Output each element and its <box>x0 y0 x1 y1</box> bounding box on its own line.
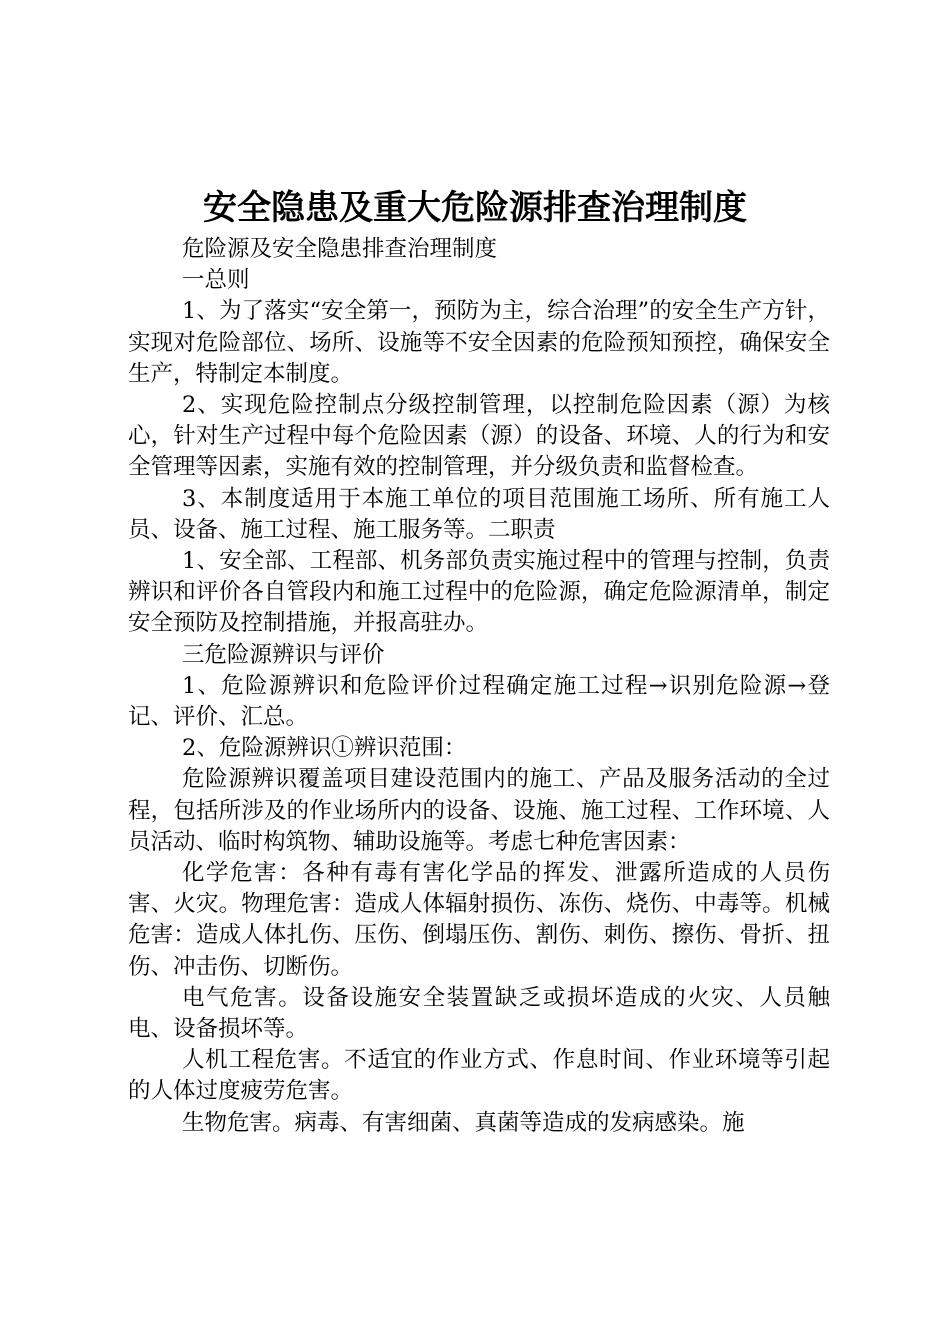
paragraph: 1、安全部、工程部、机务部负责实施过程中的管理与控制，负责辨识和评价各自管段内和施工过程中的危险源，确定危险源清单，制定安全预防及控制措施，并报高驻办。 <box>128 548 830 637</box>
document-title: 安全隐患及重大危险源排查治理制度 <box>203 188 747 228</box>
paragraph: 1、为了落实“安全第一，预防为主，综合治理”的安全生产方针，实现对危险部位、场所、设施等不安全因素的危险预知预控，确保安全生产，特制定本制度。 <box>128 298 830 387</box>
paragraph: 危险源辨识覆盖项目建设范围内的施工、产品及服务活动的全过程，包括所涉及的作业场所内的设备、设施、施工过程、工作环境、人员活动、临时构筑物、辅助设施等。考虑七种危害因素： <box>128 766 830 855</box>
paragraph: 电气危害。设备设施安全装置缺乏或损坏造成的火灾、人员触电、设备损坏等。 <box>128 984 830 1043</box>
document-body <box>128 234 830 1139</box>
paragraph: 人机工程危害。不适宜的作业方式、作息时间、作业环境等引起的人体过度疲劳危害。 <box>128 1047 830 1105</box>
paragraph: 化学危害：各种有毒有害化学品的挥发、泄露所造成的人员伤害、火灾。物理危害：造成人体辐射损伤、冻伤、烧伤、中毒等。机械危害：造成人体扎伤、压伤、倒塌压伤、割伤、刺伤、擦伤、骨折、扭伤、冲击伤、切断伤。 <box>128 860 830 980</box>
paragraph: 2、危险源辨识①辨识范围： <box>182 735 467 762</box>
paragraph: 1、危险源辨识和危险评价过程确定施工过程→识别危险源→登记、评价、汇总。 <box>128 672 830 731</box>
section-heading-general: 一总则 <box>182 267 250 294</box>
section-heading-identification: 三危险源辨识与评价 <box>182 641 385 668</box>
paragraph: 生物危害。病毒、有害细菌、真菌等造成的发病感染。施 <box>182 1109 745 1136</box>
paragraph: 3、本制度适用于本施工单位的项目范围施工场所、所有施工人员、设备、施工过程、施工服务等。二职责 <box>128 485 830 543</box>
doc-subtitle: 危险源及安全隐患排查治理制度 <box>182 236 498 262</box>
paragraph: 2、实现危险控制点分级控制管理，以控制危险因素（源）为核心，针对生产过程中每个危险因素（源）的设备、环境、人的行为和安全管理等因素，实施有效的控制管理，并分级负责和监督检查。 <box>128 392 830 481</box>
